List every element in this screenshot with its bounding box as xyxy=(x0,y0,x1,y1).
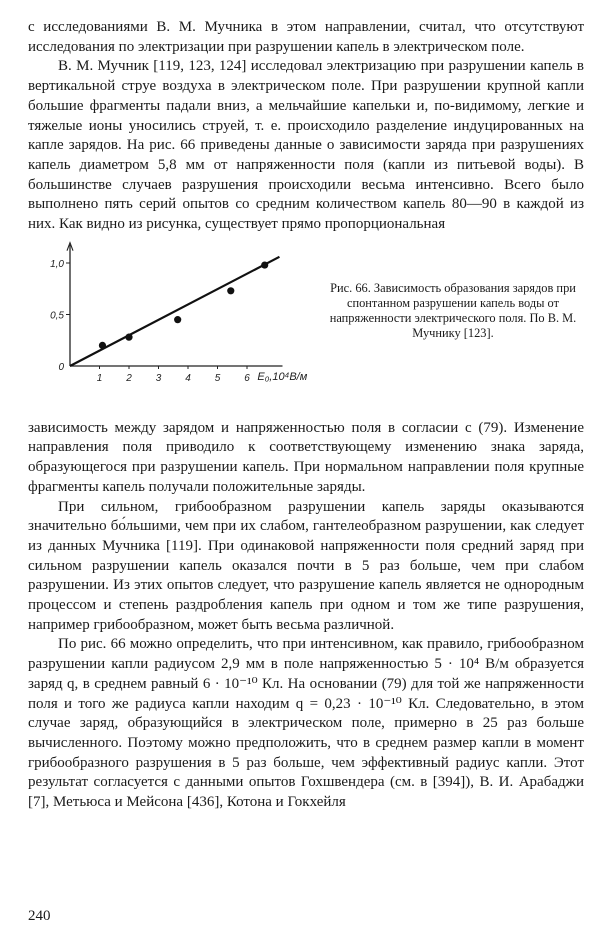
page-number: 240 xyxy=(28,908,51,924)
figure-66-chart xyxy=(28,241,318,411)
paragraph-5: По рис. 66 можно определить, что при интенсивном, как правило, грибообразном разрушении капли радиусом 2,9 мм в поле напряженностью 5 · 10⁴ В/м образуется заряд q, в среднем равный 6 · 10⁻¹⁰ Кл. На основании (79) для той же напряженности поля и того же радиуса капли находим q = 0,23 · 10⁻¹⁰ Кл. Следовательно, в этом случае заряд, образующийся в электрическом поле, примерно в 25 раз больше вычисленного. Поэтому можно предположить, что в среднем размер капли в момент грибообразного разрушения в 5 раз больше, чем эффективный радиус капли. Этот результат согласуется с данными опытов Гохшвендера (см. в [394]), В. И. Арабаджи [7], Метьюса и Мейсона [436], Котона и Гокхейля xyxy=(28,636,584,811)
data-point xyxy=(99,342,106,349)
x-axis-label: E₀,10⁴В/м xyxy=(257,370,308,383)
x-tick-label: 1 xyxy=(96,372,103,384)
x-tick-label: 3 xyxy=(155,372,162,384)
chart-ticks xyxy=(50,259,250,384)
paragraph-1: с исследованиями В. М. Мучника в этом направлении, считал, что отсутствуют исследования по электризации при разрушении капель в электрическом поле. xyxy=(28,19,584,55)
y-tick-label: 0,5 xyxy=(50,310,64,322)
x-tick-label: 5 xyxy=(214,372,221,384)
fit-line xyxy=(70,257,279,366)
y-tick-label: 1,0 xyxy=(50,258,64,270)
figure-66 xyxy=(28,241,584,411)
page-content xyxy=(28,18,584,813)
x-tick-label: 2 xyxy=(126,372,132,384)
data-point xyxy=(261,261,268,268)
x-tick-label: 6 xyxy=(244,372,250,384)
paragraph-4: При сильном, грибообразном разрушении капель заряды оказываются значительно бо́льшими, чем при их слабом, гантелеобразном разрушении, как следует из данных Мучника [119]. При одинаковой напряженности поля средний заряд при сильном разрушении капель оказался почти в 5 раз больше, чем при слабом разрушении. Из этих опытов следует, что разрушение капель является не однородным процессом и степень раздробления капель при одном и том же типе разрушения, например грибообразном, может быть весьма различной. xyxy=(28,498,584,633)
y-tick-label: 0 xyxy=(58,361,64,373)
paragraph-2: В. М. Мучник [119, 123, 124] исследовал электризацию при разрушении капель в вертикальной струе воздуха в электрическом поле. При разрушении крупной капли большие фрагменты падали вниз, а мельчайшие капельки и, по-видимому, легкие и тяжелые ионы уносились струей, т. е. происходило разделение индуцированных на капле зарядов. На рис. 66 приведены данные о зависимости заряда при разрушениях капель диаметром 5,8 мм от напряженности поля (капли из питьевой воды). В большинстве случаев разрушения происходили весьма интенсивно. Всего было выполнено пять серий опытов со средним количеством капель 80—90 в каждой из них. Как видно из рисунка, существует прямо пропорциональная xyxy=(28,58,584,233)
figure-caption: Рис. 66. Зависимость образования зарядов при спонтанном разрушении капель воды от напряженности электрического поля. По В. М. Мучнику [123]. xyxy=(329,280,577,341)
x-tick-label: 4 xyxy=(185,372,191,384)
chart-marks xyxy=(70,257,279,366)
data-point xyxy=(227,287,234,294)
data-point xyxy=(125,333,132,340)
paragraph-3: зависимость между зарядом и напряженностью поля в согласии с (79). Изменение направления поля приводило к соответствующему изменению знака заряда, образующегося при разрушении капель. При нормальном направлении поля крупные фрагменты капель получали положительные заряды. xyxy=(28,419,584,495)
data-point xyxy=(174,316,181,323)
